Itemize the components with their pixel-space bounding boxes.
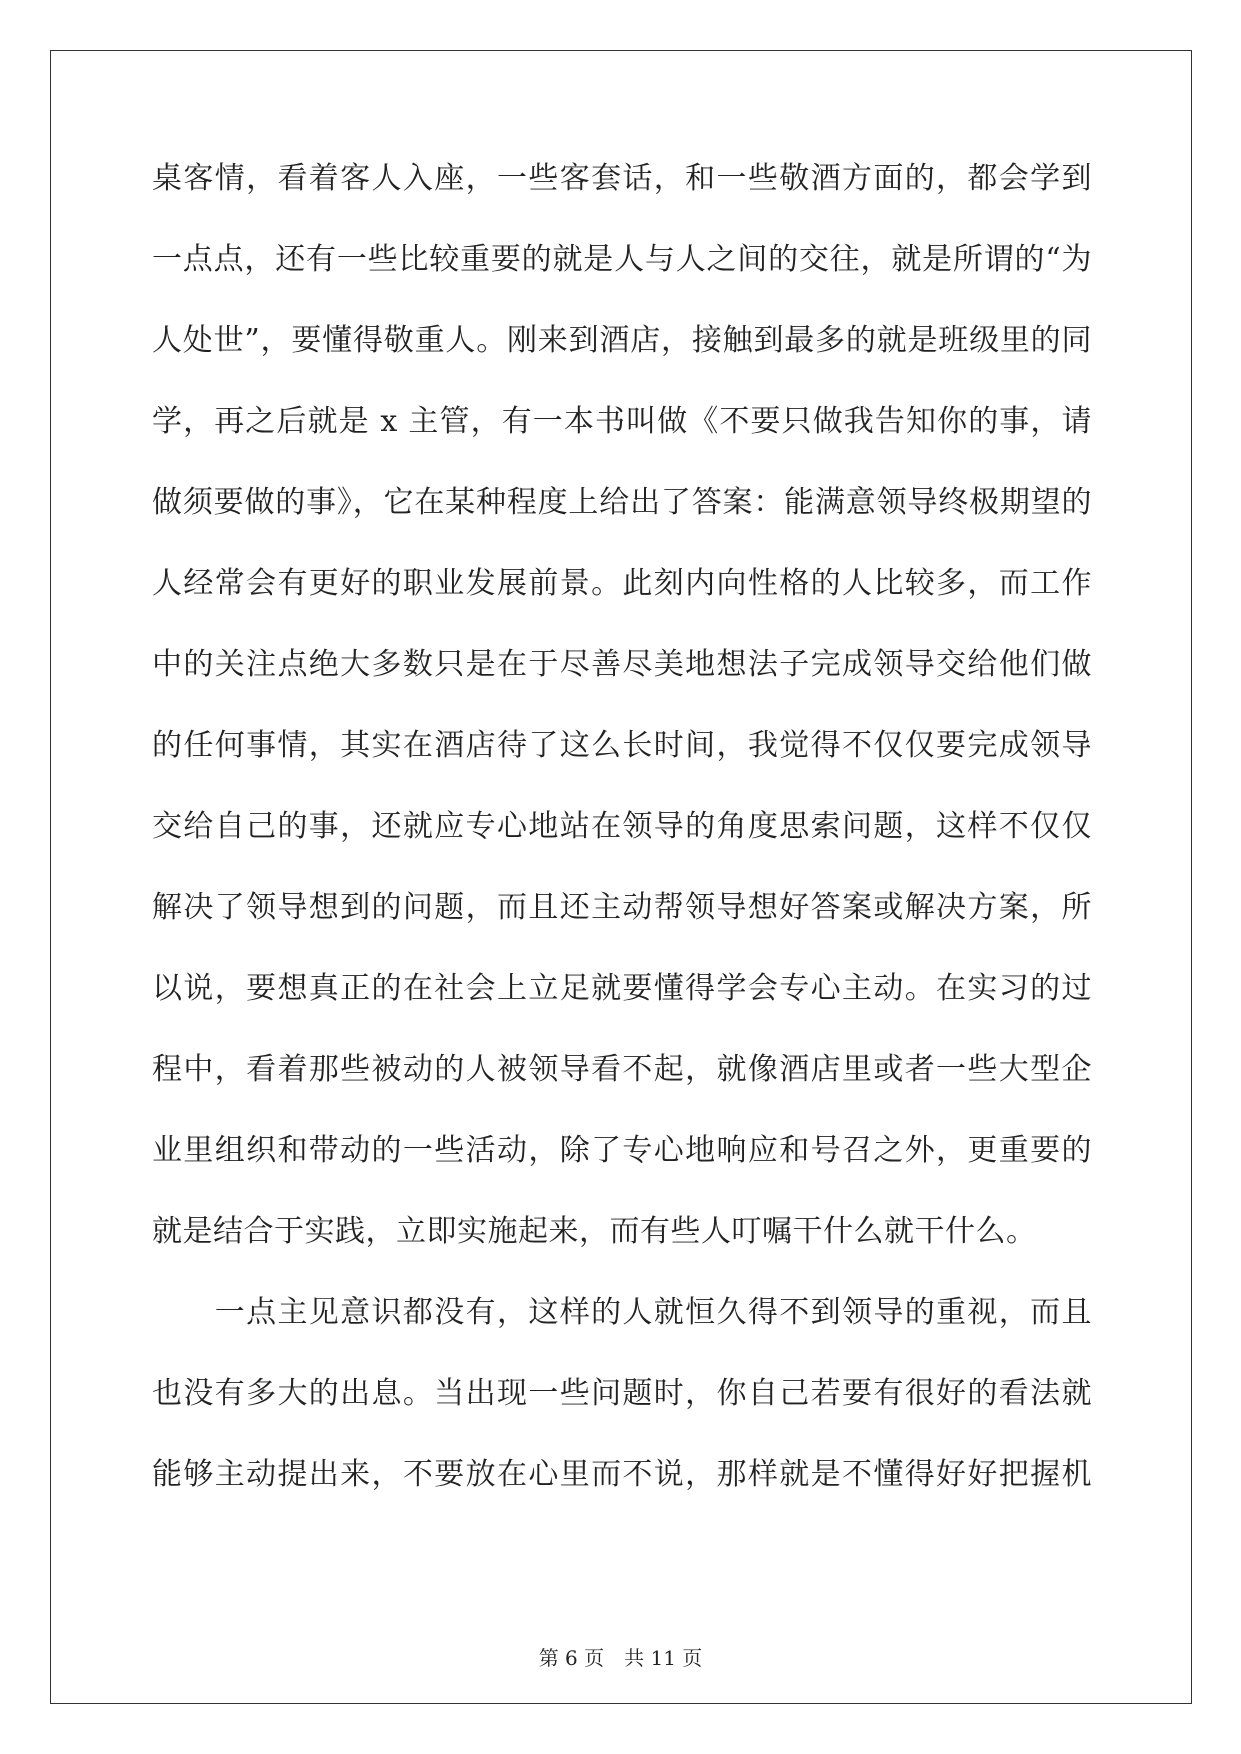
text-line: 的任何事情，其实在酒店待了这么长时间，我觉得不仅仅要完成领导 [152, 728, 1092, 763]
text-line: 桌客情，看着客人入座，一些客套话，和一些敬酒方面的，都会学到 [152, 161, 1092, 196]
text-line: 交给自己的事，还就应专心地站在领导的角度思索问题，这样不仅仅 [152, 809, 1092, 844]
text-line: 中的关注点绝大多数只是在于尽善尽美地想法子完成领导交给他们做 [152, 647, 1092, 682]
text-line: 一点主见意识都没有，这样的人就恒久得不到领导的重视，而且 [152, 1295, 1092, 1330]
text-line: 能够主动提出来，不要放在心里而不说，那样就是不懂得好好把握机 [152, 1457, 1092, 1492]
text-line: 也没有多大的出息。当出现一些问题时，你自己若要有很好的看法就 [152, 1376, 1092, 1411]
text-line: 人经常会有更好的职业发展前景。此刻内向性格的人比较多，而工作 [152, 566, 1092, 601]
page-footer: 第 6 页 共 11 页 [538, 1646, 703, 1670]
text-line: 做须要做的事》，它在某种程度上给出了答案：能满意领导终极期望的 [152, 485, 1092, 520]
text-line: 一点点，还有一些比较重要的就是人与人之间的交往，就是所谓的“为 [152, 242, 1092, 277]
text-line: 解决了领导想到的问题，而且还主动帮领导想好答案或解决方案，所 [152, 890, 1092, 925]
text-line: 以说，要想真正的在社会上立足就要懂得学会专心主动。在实习的过 [152, 971, 1092, 1006]
text-line: 就是结合于实践，立即实施起来，而有些人叮嘱干什么就干什么。 [152, 1214, 1037, 1249]
text-line: 程中，看着那些被动的人被领导看不起，就像酒店里或者一些大型企 [152, 1052, 1092, 1087]
text-line: 人处世”，要懂得敬重人。刚来到酒店，接触到最多的就是班级里的同 [152, 323, 1092, 358]
text-line: 业里组织和带动的一些活动，除了专心地响应和号召之外，更重要的 [152, 1133, 1092, 1168]
text-line: 学，再之后就是 x 主管，有一本书叫做《不要只做我告知你的事，请 [152, 404, 1092, 439]
document-body [152, 156, 1092, 1533]
